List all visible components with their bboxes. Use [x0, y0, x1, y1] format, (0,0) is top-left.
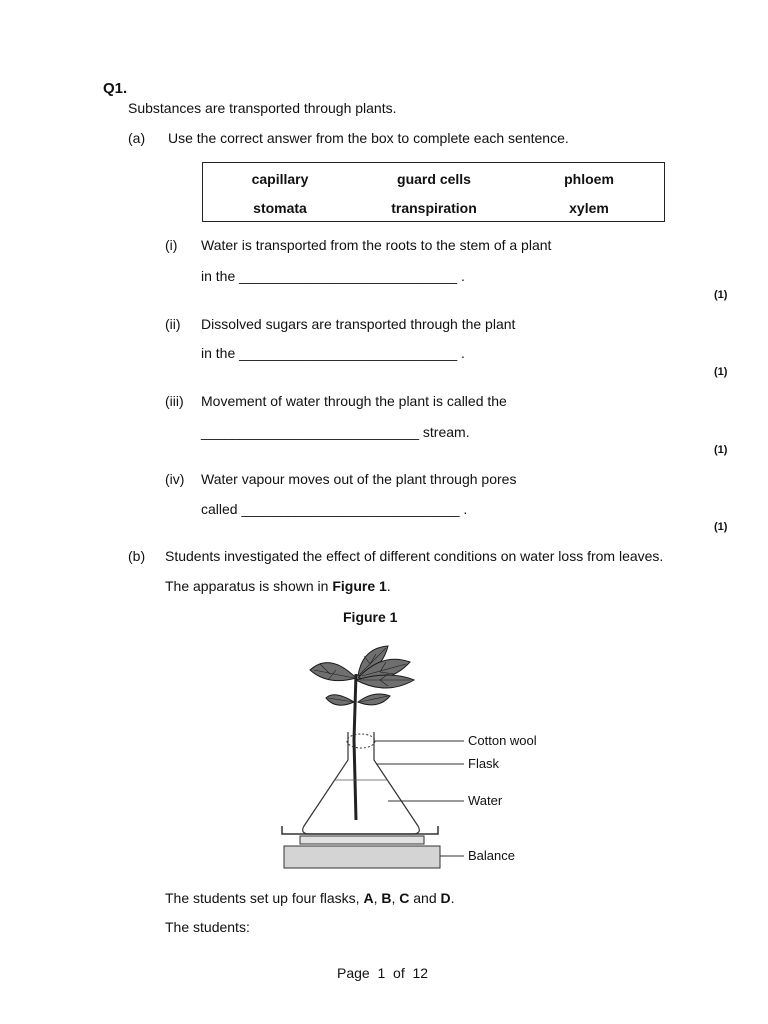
plant-leaves — [310, 646, 414, 705]
students-text: The students: — [165, 919, 250, 935]
marks: (1) — [714, 366, 728, 378]
item-number: (i) — [165, 237, 178, 253]
figure-1-diagram — [270, 640, 570, 875]
item-answer-line: in the ____________________________ . — [201, 345, 465, 361]
label-water: Water — [468, 793, 503, 808]
item-text: Movement of water through the plant is called the — [201, 393, 507, 409]
label-cotton-wool: Cotton wool — [468, 733, 537, 748]
period: . — [450, 890, 455, 906]
question-number: Q1. — [103, 80, 128, 97]
figure-title: Figure 1 — [343, 609, 398, 625]
word-phloem: phloem — [564, 171, 614, 187]
word-stomata: stomata — [253, 200, 307, 216]
item-text: Water vapour moves out of the plant through pores — [201, 471, 517, 487]
page-footer: Page 1 of 12 — [337, 965, 429, 981]
separator: and — [409, 890, 441, 906]
item-answer-line: called ____________________________ . — [201, 501, 468, 517]
part-b-label: (b) — [128, 548, 146, 564]
flask — [303, 732, 420, 834]
part-a-label: (a) — [128, 130, 146, 146]
word-capillary: capillary — [251, 171, 309, 187]
figure-ref: Figure 1 — [332, 578, 387, 594]
apparatus-text: The apparatus is shown in — [165, 578, 333, 594]
setup-sentence — [165, 890, 455, 906]
item-number: (ii) — [165, 316, 181, 332]
item-text: Dissolved sugars are transported through the plant — [201, 316, 516, 332]
label-balance: Balance — [468, 848, 515, 863]
item-answer-line: ____________________________ stream. — [201, 424, 470, 440]
question-intro: Substances are transported through plants. — [128, 100, 397, 116]
separator: , — [391, 890, 400, 906]
balance-base — [284, 846, 440, 868]
word-xylem: xylem — [569, 200, 609, 216]
setup-text: The students set up four flasks, — [165, 890, 364, 906]
word-guard-cells: guard cells — [397, 171, 471, 187]
word-box — [202, 162, 665, 222]
separator: , — [373, 890, 382, 906]
cotton-wool — [347, 734, 375, 748]
apparatus-sentence — [165, 578, 391, 594]
part-b-text: Students investigated the effect of different conditions on water loss from leaves. — [165, 548, 664, 564]
flask-label: B — [381, 890, 392, 906]
balance-base-top — [300, 836, 424, 844]
flask-label: D — [440, 890, 451, 906]
item-text: Water is transported from the roots to the stem of a plant — [201, 237, 552, 253]
item-answer-line: in the ____________________________ . — [201, 268, 465, 284]
marks: (1) — [714, 289, 728, 301]
flask-label: A — [363, 890, 374, 906]
flask-label: C — [399, 890, 410, 906]
marks: (1) — [714, 521, 728, 533]
plant-stem — [354, 674, 356, 820]
label-flask: Flask — [468, 756, 500, 771]
part-a-instruction: Use the correct answer from the box to complete each sentence. — [168, 130, 569, 146]
marks: (1) — [714, 444, 728, 456]
item-number: (iv) — [165, 471, 185, 487]
period: . — [386, 578, 391, 594]
item-number: (iii) — [165, 393, 184, 409]
word-transpiration: transpiration — [391, 200, 477, 216]
